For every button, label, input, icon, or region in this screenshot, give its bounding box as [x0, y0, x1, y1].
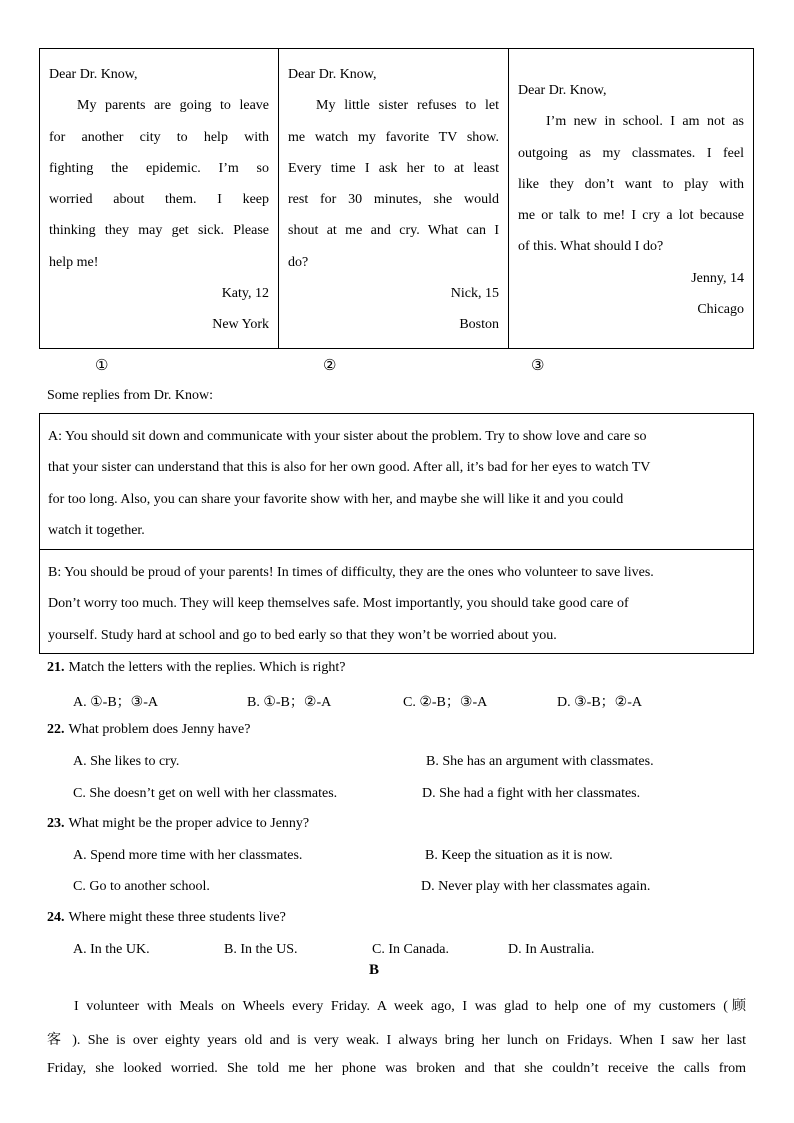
letter-line: Every time I ask her to at least — [288, 160, 499, 176]
q24-option-b[interactable]: B. In the US. — [224, 942, 298, 957]
q24-option-a[interactable]: A. In the UK. — [73, 942, 150, 957]
letter-line: do? — [288, 254, 309, 270]
replies-caption: Some replies from Dr. Know: — [47, 388, 214, 403]
letter-signature-city: Boston — [459, 317, 499, 333]
letter-signature-name: Jenny, 14 — [691, 270, 744, 286]
letter-katy — [40, 49, 278, 348]
q24-option-d[interactable]: D. In Australia. — [508, 942, 595, 957]
letter-signature-name: Katy, 12 — [221, 286, 269, 302]
letter-line: rest for 30 minutes, she would — [288, 192, 499, 208]
reply-line: watch it together. — [48, 522, 145, 538]
q23-option-a[interactable]: A. Spend more time with her classmates. — [73, 848, 303, 863]
letter-jenny — [508, 49, 753, 348]
reply-line: A: You should sit down and communicate with your sister about the problem. Try to show love and care so — [48, 429, 647, 444]
letter-greeting: Dear Dr. Know, — [288, 67, 377, 82]
letter-line: me watch my favorite TV show. — [288, 129, 499, 145]
q23-option-b[interactable]: B. Keep the situation as it is now. — [425, 848, 613, 863]
question-text: Where might these three students live? — [68, 910, 286, 925]
section-b-title: B — [369, 962, 380, 978]
letter-line: thinking they may get sick. Please — [49, 223, 269, 239]
letter-line: help me! — [49, 254, 99, 270]
reply-line: yourself. Study hard at school and go to bed early so that they won’t be worried about you. — [48, 627, 557, 643]
question-number: 23. — [47, 816, 65, 831]
question-number: 24. — [47, 910, 65, 925]
letter-line: worried about them. I keep — [49, 192, 269, 208]
letter-line: shout at me and cry. What can I — [288, 223, 499, 239]
reply-line: B: You should be proud of your parents! In times of difficulty, they are the ones who volunteer to save lives. — [48, 565, 654, 580]
reply-line: for too long. Also, you can share your favorite show with her, and maybe she will like it and you could — [48, 491, 624, 507]
letter-marker-3: ③ — [531, 358, 545, 374]
question-text: Match the letters with the replies. Which is right? — [68, 660, 346, 675]
letter-line: My parents are going to leave — [77, 98, 269, 114]
question-21 — [47, 660, 345, 676]
reply-a — [40, 414, 753, 550]
letter-line: of this. What should I do? — [518, 239, 664, 255]
section-b-line: I volunteer with Meals on Wheels every Friday. A week ago, I was glad to help one of my customers (顾 — [74, 999, 746, 1014]
q23-option-c[interactable]: C. Go to another school. — [73, 879, 210, 894]
q22-option-b[interactable]: B. She has an argument with classmates. — [426, 754, 654, 769]
reply-line: that your sister can understand that this is also for her own good. After all, it’s bad for her eyes to watch TV — [48, 460, 651, 476]
q21-option-c[interactable]: C. ②-B；③-A — [403, 695, 488, 710]
letter-signature-name: Nick, 15 — [450, 286, 499, 302]
question-23 — [47, 816, 309, 832]
section-b-line: 客 ). She is over eighty years old and is very weak. I always bring her lunch on Fridays. When I saw her last — [47, 1033, 746, 1048]
letter-line: outgoing as my classmates. I feel — [518, 145, 744, 161]
replies-table — [39, 413, 754, 654]
letters-table — [39, 48, 754, 349]
q23-option-d[interactable]: D. Never play with her classmates again. — [421, 879, 651, 894]
letter-greeting: Dear Dr. Know, — [518, 83, 607, 98]
letter-line: My little sister refuses to let — [316, 98, 499, 114]
letter-line: like they don’t want to play with — [518, 176, 744, 192]
question-number: 21. — [47, 660, 65, 675]
reply-line: Don’t worry too much. They will keep themselves safe. Most importantly, you should take good care of — [48, 596, 629, 612]
reply-b — [40, 550, 753, 653]
question-number: 22. — [47, 722, 65, 737]
q21-option-d[interactable]: D. ③-B；②-A — [557, 695, 642, 710]
letter-line: fighting the epidemic. I’m so — [49, 160, 269, 176]
q21-option-a[interactable]: A. ①-B；③-A — [73, 695, 158, 710]
question-22 — [47, 722, 250, 738]
q21-option-b[interactable]: B. ①-B；②-A — [247, 695, 332, 710]
letter-line: for another city to help with — [49, 129, 269, 145]
q22-option-a[interactable]: A. She likes to cry. — [73, 754, 180, 769]
letter-greeting: Dear Dr. Know, — [49, 67, 138, 82]
letter-signature-city: New York — [212, 317, 269, 333]
letter-line: I’m new in school. I am not as — [546, 114, 744, 130]
letter-line: me or talk to me! I cry a lot because — [518, 208, 744, 224]
letter-signature-city: Chicago — [697, 302, 744, 318]
letter-nick — [278, 49, 508, 348]
question-text: What might be the proper advice to Jenny? — [68, 816, 310, 831]
section-b-line: Friday, she looked worried. She told me her phone was broken and that she couldn’t receive the calls from — [47, 1061, 746, 1076]
question-24 — [47, 910, 286, 926]
q24-option-c[interactable]: C. In Canada. — [372, 942, 449, 957]
letter-marker-2: ② — [323, 358, 337, 374]
q22-option-c[interactable]: C. She doesn’t get on well with her classmates. — [73, 786, 338, 801]
q22-option-d[interactable]: D. She had a fight with her classmates. — [422, 786, 641, 801]
letter-marker-1: ① — [95, 358, 109, 374]
question-text: What problem does Jenny have? — [68, 722, 251, 737]
